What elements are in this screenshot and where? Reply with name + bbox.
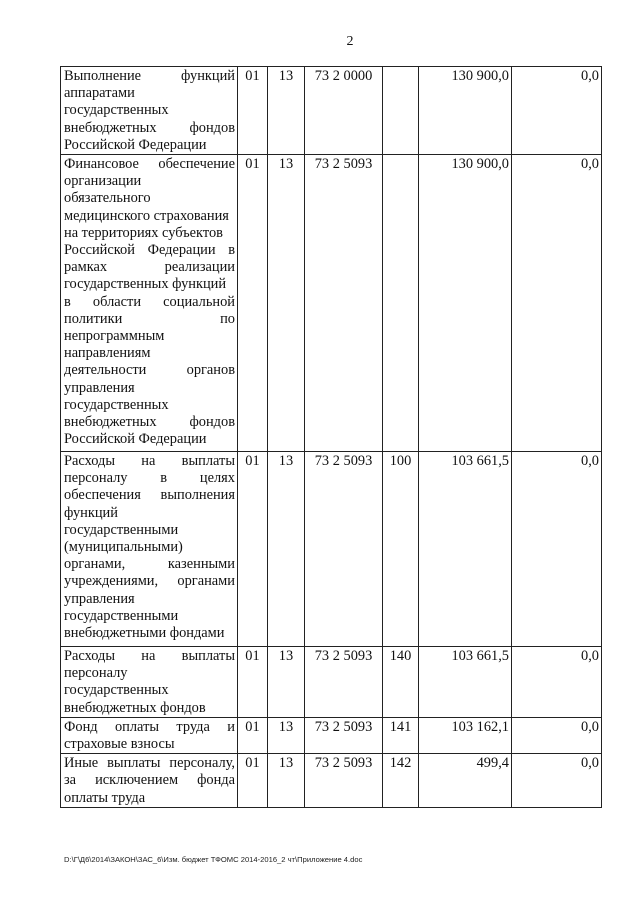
expense-type-cell (383, 155, 419, 452)
amount-cell: 130 900,0 (419, 155, 512, 452)
amount-cell: 103 661,5 (419, 647, 512, 718)
table-row (61, 452, 602, 647)
table-row (61, 155, 602, 452)
row-name-cell: Фонд оплаты труда и страховые взносы (61, 717, 238, 753)
target-article-cell: 73 2 5093 (305, 754, 383, 808)
page-number: 2 (346, 34, 354, 49)
subsection-code-cell: 13 (268, 717, 305, 753)
section-code-cell: 01 (238, 155, 268, 452)
section-code-cell: 01 (238, 717, 268, 753)
footer-file-path: D:\Г\Д6\2014\ЗАКОН\ЗАС_6\Изм. бюджет ТФОМС 2014-2016_2 чт\Приложение 4.doc (64, 855, 363, 864)
change-cell: 0,0 (512, 67, 602, 155)
subsection-code-cell: 13 (268, 452, 305, 647)
target-article-cell: 73 2 5093 (305, 647, 383, 718)
table-row (61, 754, 602, 808)
expense-type-cell: 142 (383, 754, 419, 808)
row-name-cell: Иные выплаты персоналу, за исключением фонда оплаты труда (61, 754, 238, 808)
amount-cell: 130 900,0 (419, 67, 512, 155)
table-row (61, 647, 602, 718)
row-name-cell: Финансовое обеспечение организации обязательного медицинского страхования на территориях субъектов Российской Федерации в рамках реализации государственных функций в области социальной политики по непрограммным направлениям деятельности органов управления государственных внебюджетных фондов Российской Федерации (61, 155, 238, 452)
subsection-code-cell: 13 (268, 67, 305, 155)
subsection-code-cell: 13 (268, 155, 305, 452)
amount-cell: 103 661,5 (419, 452, 512, 647)
expense-type-cell: 141 (383, 717, 419, 753)
change-cell: 0,0 (512, 754, 602, 808)
subsection-code-cell: 13 (268, 647, 305, 718)
change-cell: 0,0 (512, 155, 602, 452)
budget-table (60, 66, 602, 808)
section-code-cell: 01 (238, 452, 268, 647)
table-row (61, 67, 602, 155)
change-cell: 0,0 (512, 717, 602, 753)
row-name-cell: Расходы на выплаты персоналу в целях обеспечения выполнения функций государственными (муниципальными) органами, казенными учреждениями, органами управления государственными внебюджетными фондами (61, 452, 238, 647)
target-article-cell: 73 2 5093 (305, 155, 383, 452)
section-code-cell: 01 (238, 647, 268, 718)
target-article-cell: 73 2 5093 (305, 452, 383, 647)
change-cell: 0,0 (512, 452, 602, 647)
expense-type-cell (383, 67, 419, 155)
section-code-cell: 01 (238, 754, 268, 808)
change-cell: 0,0 (512, 647, 602, 718)
row-name-cell: Выполнение функций аппаратами государственных внебюджетных фондов Российской Федерации (61, 67, 238, 155)
target-article-cell: 73 2 5093 (305, 717, 383, 753)
section-code-cell: 01 (238, 67, 268, 155)
table-row (61, 717, 602, 753)
row-name-cell: Расходы на выплаты персоналу государственных внебюджетных фондов (61, 647, 238, 718)
subsection-code-cell: 13 (268, 754, 305, 808)
amount-cell: 103 162,1 (419, 717, 512, 753)
expense-type-cell: 100 (383, 452, 419, 647)
expense-type-cell: 140 (383, 647, 419, 718)
target-article-cell: 73 2 0000 (305, 67, 383, 155)
amount-cell: 499,4 (419, 754, 512, 808)
